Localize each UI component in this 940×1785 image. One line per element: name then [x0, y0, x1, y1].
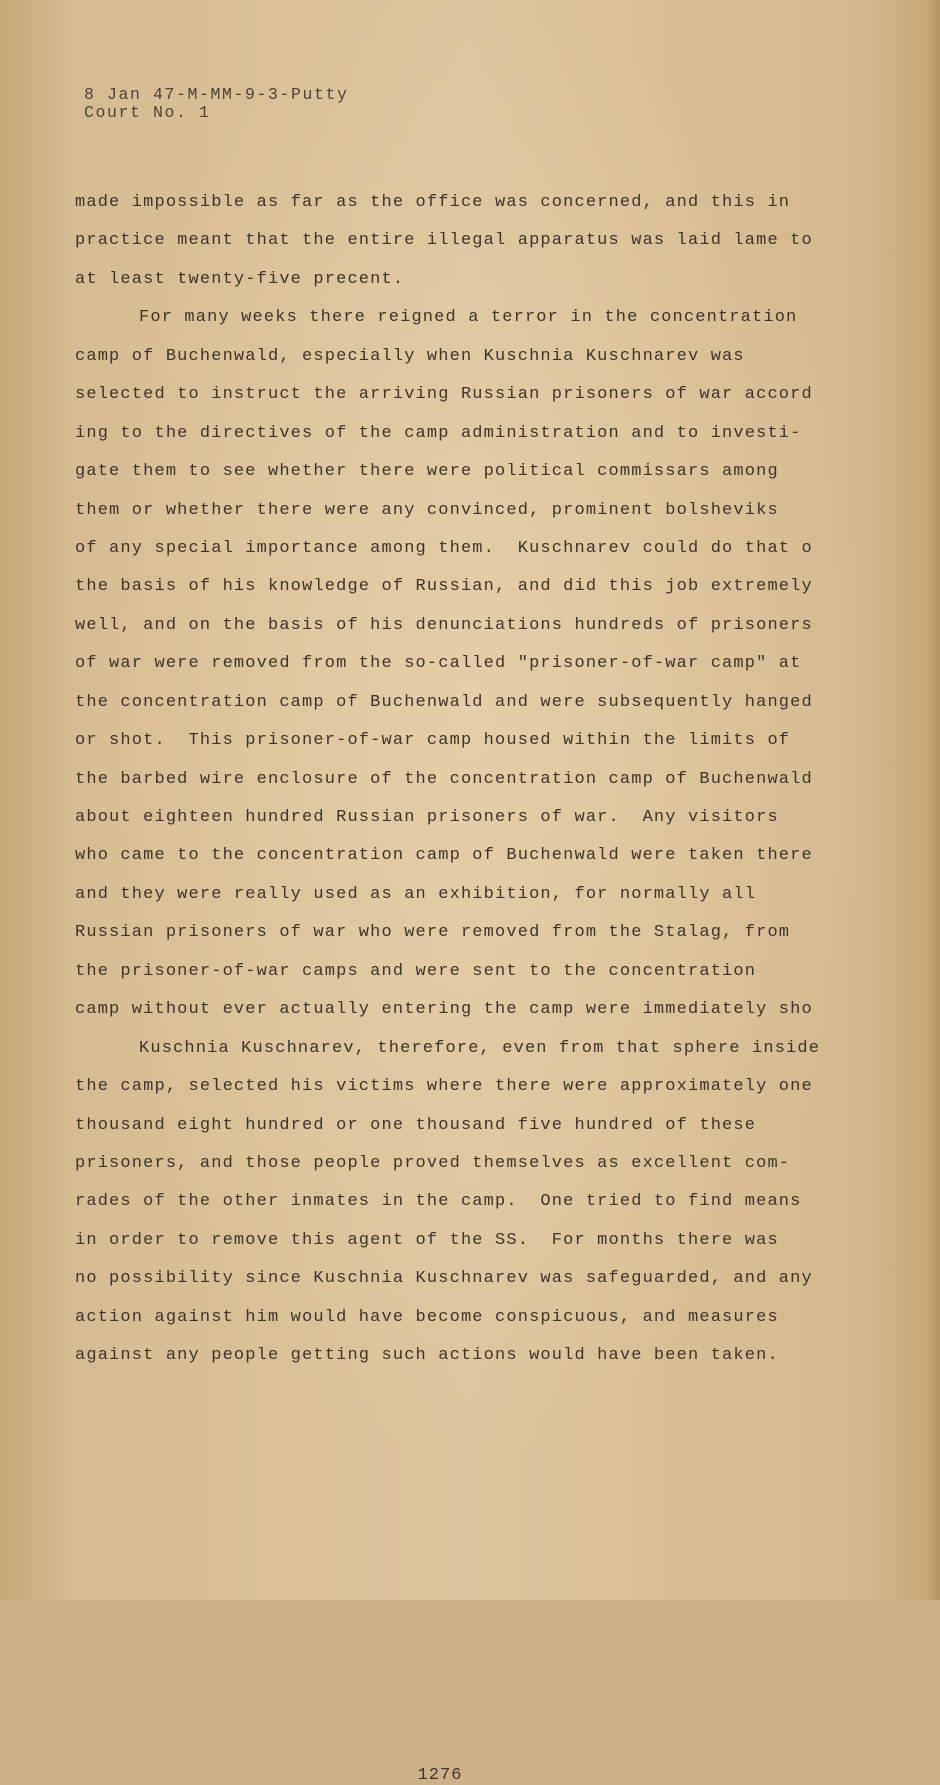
header-line-1: 8 Jan 47-M-MM-9-3-Putty: [84, 85, 349, 104]
text-line: about eighteen hundred Russian prisoners of war. Any visitors: [75, 808, 779, 827]
text-line: gate them to see whether there were political commissars among: [75, 462, 779, 482]
text-line: Kuschnia Kuschnarev, therefore, even from that sphere inside: [139, 1038, 821, 1058]
text-line: the barbed wire enclosure of the concentration camp of Buchenwald: [75, 769, 813, 789]
paragraph: [75, 184, 895, 299]
text-line: in order to remove this agent of the SS. For months there was: [75, 1230, 779, 1250]
text-line: action against him would have become conspicuous, and measures: [75, 1307, 779, 1327]
text-line: ing to the directives of the camp administration and to investi-: [75, 423, 802, 443]
text-line: the prisoner-of-war camps and were sent to the concentration: [75, 961, 757, 981]
text-line: camp without ever actually entering the camp were immediately sho: [75, 1000, 813, 1020]
text-line: at least twenty-five precent.: [75, 269, 405, 289]
paragraph: [75, 1030, 895, 1376]
text-line: well, and on the basis of his denunciations hundreds of prisoners: [75, 615, 813, 635]
paper-edge-shadow: [926, 0, 940, 1600]
text-line: selected to instruct the arriving Russian prisoners of war accord: [75, 385, 813, 405]
text-line: camp of Buchenwald, especially when Kuschnia Kuschnarev was: [75, 346, 745, 366]
text-line: thousand eight hundred or one thousand five hundred of these: [75, 1115, 757, 1135]
text-line: Russian prisoners of war who were removed from the Stalag, from: [75, 923, 791, 943]
text-line: the concentration camp of Buchenwald and were subsequently hanged: [75, 692, 813, 712]
text-line: or shot. This prisoner-of-war camp housed within the limits of: [75, 731, 791, 751]
text-line: of any special importance among them. Kuschnarev could do that o: [75, 538, 813, 558]
document-header: [84, 86, 349, 122]
text-line: made impossible as far as the office was concerned, and this in: [75, 193, 791, 212]
document-body: [75, 184, 895, 1376]
header-line-2: Court No. 1: [84, 103, 211, 122]
text-line: prisoners, and those people proved themselves as excellent com-: [75, 1153, 791, 1173]
text-line: and they were really used as an exhibition, for normally all: [75, 884, 757, 904]
text-line: practice meant that the entire illegal apparatus was laid lame to: [75, 231, 813, 251]
text-line: against any people getting such actions would have been taken.: [75, 1346, 779, 1366]
text-line: of war were removed from the so-called "prisoner-of-war camp" at: [75, 654, 802, 674]
page-number: 1276: [417, 1766, 463, 1785]
text-line: the camp, selected his victims where there were approximately one: [75, 1077, 813, 1097]
text-line: who came to the concentration camp of Buchenwald were taken there: [75, 846, 813, 866]
paragraph: [75, 299, 895, 1029]
text-line: no possibility since Kuschnia Kuschnarev was safeguarded, and any: [75, 1269, 813, 1289]
text-line: them or whether there were any convinced, prominent bolsheviks: [75, 500, 779, 520]
text-line: For many weeks there reigned a terror in the concentration: [139, 308, 798, 328]
text-line: rades of the other inmates in the camp. One tried to find means: [75, 1192, 802, 1212]
text-line: the basis of his knowledge of Russian, and did this job extremely: [75, 577, 813, 597]
